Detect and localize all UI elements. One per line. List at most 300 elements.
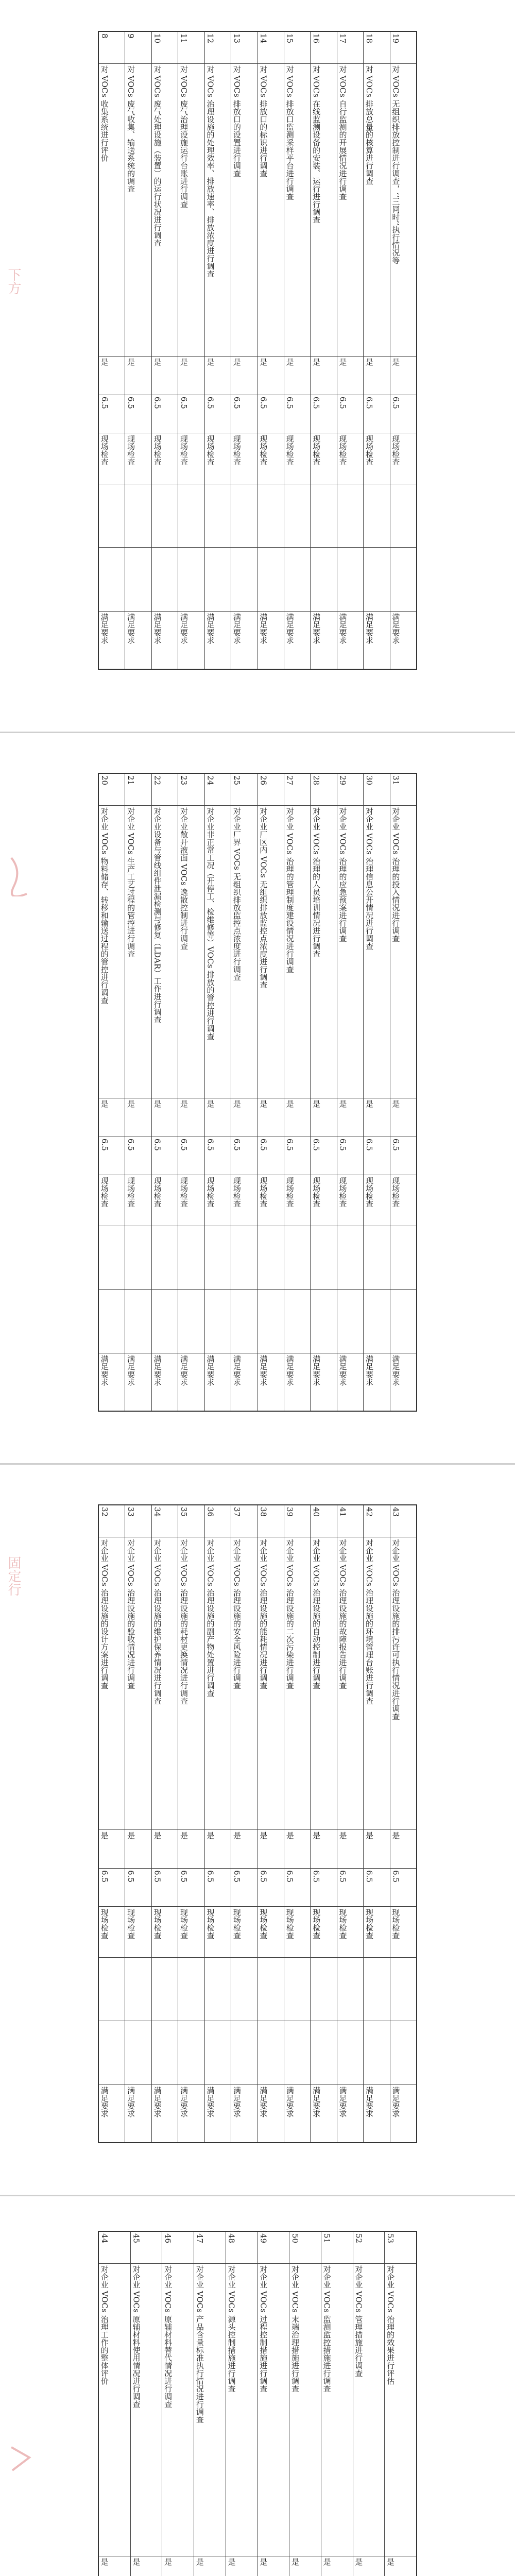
cell-item-text: 对企业 VOCs 源头控制措施进行调查: [227, 2265, 236, 2393]
cell-item-text: 对 VOCs 在线监测设备的安装、运行进行调查: [312, 65, 321, 224]
cell-answer-text: 是: [232, 358, 242, 366]
table-row: [284, 32, 311, 669]
cell-item-text: 对企业 VOCs 管理措施进行调查: [354, 2265, 364, 2377]
cell-score: [284, 1869, 310, 1907]
cell-num: [178, 32, 204, 64]
cell-item-text: 对企业非正常工况（开停工、检维修等）VOCs 排放的管控进行调查: [205, 807, 215, 1040]
cell-score-text: 6.5: [99, 1870, 109, 1883]
cell-item-text: 对 VOCs 自行监测的开展情况进行调查: [338, 65, 348, 200]
cell-score-text: 6.5: [232, 396, 242, 409]
cell-method: [231, 1907, 257, 1958]
cell-result-text: 满足要求: [259, 2086, 268, 2117]
cell-item-text: 对企业 VOCs 治理的效果进行评估: [386, 2265, 396, 2385]
cell-answer-text: 是: [152, 1100, 162, 1108]
cell-score-text: 6.5: [179, 1870, 189, 1883]
cell-answer-text: 是: [386, 2558, 396, 2566]
cell-method-text: 现场检查: [152, 1908, 162, 1939]
cell-method: [311, 1175, 336, 1226]
cell-num: [364, 774, 389, 806]
cell-score-text: 6.5: [232, 1870, 242, 1883]
cell-result-text: 满足要求: [99, 613, 109, 644]
cell-method-text: 现场检查: [338, 434, 348, 466]
cell-num: [311, 1505, 336, 1537]
cell-item-text: 对企业 VOCs 治理设施的耗材更换情况进行调查: [179, 1538, 189, 1705]
cell-result: [258, 1353, 284, 1411]
cell-result: [231, 612, 257, 669]
cell-answer: [390, 1830, 416, 1868]
cell-method: [258, 1175, 284, 1226]
cell-score: [337, 395, 363, 433]
cell-result: [231, 1353, 257, 1411]
cell-item: [99, 2264, 130, 2557]
cell-result-text: 满足要求: [312, 2086, 321, 2117]
cell-answer: [152, 1098, 178, 1137]
cell-method: [205, 1175, 231, 1226]
cell-answer: [364, 357, 389, 395]
page-separator: [0, 1463, 515, 1465]
handwritten-mark: [6, 2442, 37, 2483]
cell-num: [125, 1505, 151, 1537]
cell-num: [337, 774, 363, 806]
cell-num-text: 35: [179, 1507, 189, 1517]
cell-empty: [364, 1290, 389, 1353]
table-row: [337, 1505, 364, 2142]
cell-num-text: 17: [338, 33, 348, 44]
cell-empty: [99, 484, 125, 548]
page-separator: [0, 732, 515, 733]
cell-result: [284, 612, 310, 669]
cell-num: [162, 2232, 194, 2264]
cell-empty: [258, 1958, 284, 2022]
cell-empty: [178, 1290, 204, 1353]
cell-empty: [99, 2021, 125, 2085]
cell-answer-text: 是: [285, 1100, 295, 1108]
cell-item: [390, 1537, 416, 1831]
cell-method: [390, 1175, 416, 1226]
cell-score-text: 6.5: [179, 1138, 189, 1151]
cell-answer: [284, 1098, 310, 1137]
table-row: [364, 1505, 390, 2142]
cell-item-text: 对企业 VOCs 原辅材料使用情况进行调查: [131, 2265, 141, 2408]
cell-empty: [337, 1958, 363, 2022]
cell-num-text: 50: [290, 2233, 300, 2244]
cell-num: [364, 1505, 389, 1537]
cell-score-text: 6.5: [205, 396, 215, 409]
cell-score-text: 6.5: [152, 396, 162, 409]
cell-empty: [311, 1226, 336, 1290]
cell-empty: [364, 484, 389, 548]
cell-answer: [178, 1830, 204, 1868]
cell-item-text: 对企业 VOCs 治理设施的二次污染进行调查: [285, 1538, 295, 1689]
cell-score-text: 6.5: [364, 1870, 374, 1883]
cell-score: [311, 395, 336, 433]
cell-score-text: 6.5: [205, 1138, 215, 1151]
cell-item-text: 对企业 VOCs 治理设施的排污许可执行情况进行调查: [391, 1538, 401, 1720]
cell-result: [258, 2085, 284, 2142]
cell-num: [152, 774, 178, 806]
table-row: [125, 774, 151, 1411]
cell-item-text: 对 VOCs 收集系统进行评价: [99, 65, 109, 162]
table-row: [390, 32, 416, 669]
cell-method: [390, 1907, 416, 1958]
cell-item: [231, 806, 257, 1099]
cell-result: [231, 2085, 257, 2142]
cell-item: [337, 64, 363, 357]
cell-score-text: 6.5: [259, 1138, 268, 1151]
cell-num-text: 40: [312, 1507, 321, 1517]
cell-score: [152, 1137, 178, 1175]
cell-score-text: 6.5: [391, 396, 401, 409]
cell-score: [178, 1137, 204, 1175]
cell-method: [258, 1907, 284, 1958]
cell-num: [205, 32, 231, 64]
table-row: [99, 32, 125, 669]
table-row: [162, 2232, 194, 2576]
cell-empty: [99, 1226, 125, 1290]
cell-method: [205, 433, 231, 484]
cell-answer-text: 是: [179, 358, 189, 366]
cell-score-text: 6.5: [285, 1870, 295, 1883]
cell-method-text: 现场检查: [285, 434, 295, 466]
cell-score: [178, 1869, 204, 1907]
table-row: [205, 1505, 231, 2142]
cell-method-text: 现场检查: [391, 434, 401, 466]
table-row: [385, 2232, 416, 2576]
cell-result-text: 满足要求: [259, 613, 268, 644]
cell-result-text: 满足要求: [179, 2086, 189, 2117]
cell-result-text: 满足要求: [205, 1354, 215, 1386]
cell-score: [311, 1869, 336, 1907]
table-row: [364, 32, 390, 669]
cell-answer: [284, 1830, 310, 1868]
cell-method: [178, 1907, 204, 1958]
cell-method: [364, 1907, 389, 1958]
table-row: [311, 774, 337, 1411]
cell-empty: [337, 1226, 363, 1290]
cell-num-text: 44: [99, 2233, 109, 2244]
margin-stamp: 下方: [6, 268, 21, 295]
cell-num-text: 47: [195, 2233, 204, 2244]
cell-num-text: 10: [152, 33, 162, 44]
cell-item-text: 对 VOCs 排放总量的核算进行调查: [364, 65, 374, 185]
cell-item: [99, 64, 125, 357]
cell-method: [284, 433, 310, 484]
cell-answer-text: 是: [179, 1100, 189, 1108]
cell-score: [364, 395, 389, 433]
inspection-table-1: [98, 31, 417, 670]
cell-item-text: 对企业敞开液面 VOCs 逸散控制进行调查: [179, 807, 189, 950]
cell-item: [337, 1537, 363, 1831]
cell-answer: [385, 2556, 416, 2576]
cell-answer-text: 是: [232, 1832, 242, 1840]
cell-method-text: 现场检查: [205, 1176, 215, 1208]
cell-score-text: 6.5: [99, 1138, 109, 1151]
cell-item-text: 对企业 VOCs 治理设施的故障报告进行调查: [338, 1538, 348, 1689]
cell-empty: [311, 2021, 336, 2085]
cell-item: [311, 1537, 336, 1831]
cell-item: [311, 64, 336, 357]
cell-answer: [231, 357, 257, 395]
cell-item-text: 对企业厂界 VOCs 无组织排放监控点浓度进行调查: [232, 807, 242, 981]
cell-num: [226, 2232, 258, 2264]
cell-method: [125, 1907, 151, 1958]
table-row: [311, 1505, 337, 2142]
cell-answer: [364, 1830, 389, 1868]
cell-score: [284, 395, 310, 433]
cell-score-text: 6.5: [126, 1138, 136, 1151]
cell-method-text: 现场检查: [312, 434, 321, 466]
cell-answer: [353, 2556, 385, 2576]
cell-num: [284, 1505, 310, 1537]
cell-num: [205, 1505, 231, 1537]
cell-answer: [390, 357, 416, 395]
cell-answer: [194, 2556, 226, 2576]
cell-item: [99, 806, 125, 1099]
cell-empty: [390, 1958, 416, 2022]
table-row: [205, 32, 231, 669]
cell-answer-text: 是: [364, 358, 374, 366]
cell-answer-text: 是: [205, 1100, 215, 1108]
cell-result-text: 满足要求: [338, 1354, 348, 1386]
cell-empty: [390, 1226, 416, 1290]
table-row: [258, 1505, 284, 2142]
cell-item-text: 对企业 VOCs 过程控制措施进行调查: [259, 2265, 268, 2393]
table-row: [390, 1505, 416, 2142]
cell-empty: [231, 484, 257, 548]
cell-score: [284, 1137, 310, 1175]
cell-num-text: 34: [152, 1507, 162, 1517]
cell-item-text: 对企业 VOCs 治理设施的安全风险进行调查: [232, 1538, 242, 1689]
cell-answer-text: 是: [152, 1832, 162, 1840]
cell-item: [205, 1537, 231, 1831]
cell-method-text: 现场检查: [364, 434, 374, 466]
cell-answer-text: 是: [259, 1100, 268, 1108]
cell-item: [99, 1537, 125, 1831]
table-row: [258, 32, 284, 669]
cell-method: [311, 1907, 336, 1958]
cell-score-text: 6.5: [364, 396, 374, 409]
cell-method: [152, 1907, 178, 1958]
cell-num: [258, 774, 284, 806]
cell-answer-text: 是: [195, 2558, 204, 2566]
cell-method-text: 现场检查: [391, 1908, 401, 1939]
cell-num: [231, 32, 257, 64]
cell-num-text: 49: [259, 2233, 268, 2244]
cell-item: [231, 1537, 257, 1831]
cell-method: [284, 1175, 310, 1226]
cell-answer: [337, 1098, 363, 1137]
cell-answer-text: 是: [338, 1832, 348, 1840]
cell-method-text: 现场检查: [126, 1176, 136, 1208]
table-row: [337, 32, 364, 669]
cell-empty: [390, 1290, 416, 1353]
cell-answer-text: 是: [99, 1100, 109, 1108]
cell-result: [258, 612, 284, 669]
cell-score-text: 6.5: [312, 1138, 321, 1151]
cell-method-text: 现场检查: [179, 1908, 189, 1939]
cell-item-text: 对企业 VOCs 治理设施的设计方案进行调查: [99, 1538, 109, 1689]
cell-empty: [231, 548, 257, 612]
cell-item: [125, 1537, 151, 1831]
cell-item: [390, 64, 416, 357]
cell-item: [289, 2264, 321, 2557]
cell-answer: [289, 2556, 321, 2576]
cell-result-text: 满足要求: [338, 2086, 348, 2117]
cell-method-text: 现场检查: [179, 434, 189, 466]
cell-empty: [152, 1290, 178, 1353]
cell-empty: [178, 1958, 204, 2022]
cell-answer-text: 是: [131, 2558, 141, 2566]
cell-num-text: 39: [285, 1507, 295, 1517]
cell-answer: [258, 1098, 284, 1137]
cell-item-text: 对 VOCs 排放口的设置进行调查: [232, 65, 242, 177]
cell-method-text: 现场检查: [391, 1176, 401, 1208]
cell-answer-text: 是: [163, 2558, 173, 2566]
cell-num-text: 20: [99, 775, 109, 786]
cell-score-text: 6.5: [232, 1138, 242, 1151]
cell-answer-text: 是: [285, 358, 295, 366]
cell-num: [284, 32, 310, 64]
cell-score: [337, 1869, 363, 1907]
cell-empty: [390, 548, 416, 612]
cell-num-text: 22: [152, 775, 162, 786]
table-row: [258, 774, 284, 1411]
cell-empty: [258, 2021, 284, 2085]
cell-answer: [321, 2556, 353, 2576]
cell-result: [337, 1353, 363, 1411]
cell-item: [131, 2264, 162, 2557]
cell-item-text: 对企业 VOCs 治理设施的自动控制进行调查: [312, 1538, 321, 1689]
cell-empty: [231, 1958, 257, 2022]
cell-answer-text: 是: [312, 1100, 321, 1108]
cell-answer: [131, 2556, 162, 2576]
cell-result-text: 满足要求: [364, 2086, 374, 2117]
cell-num-text: 15: [285, 33, 295, 44]
cell-answer: [178, 357, 204, 395]
cell-empty: [99, 1958, 125, 2022]
cell-result-text: 满足要求: [126, 613, 136, 644]
cell-empty: [337, 1290, 363, 1353]
cell-result: [311, 612, 336, 669]
cell-item: [284, 1537, 310, 1831]
table-row: [194, 2232, 226, 2576]
cell-answer: [311, 1098, 336, 1137]
cell-empty: [258, 484, 284, 548]
cell-item-text: 对企业厂区内 VOCs 无组织排放监控点浓度进行调查: [259, 807, 268, 989]
cell-method: [99, 1175, 125, 1226]
cell-score-text: 6.5: [338, 1870, 348, 1883]
cell-item-text: 对企业 VOCs 治理设施的能耗情况进行调查: [259, 1538, 268, 1689]
cell-empty: [231, 1290, 257, 1353]
cell-item: [258, 1537, 284, 1831]
cell-item: [258, 64, 284, 357]
cell-empty: [152, 1226, 178, 1290]
cell-method-text: 现场检查: [312, 1176, 321, 1208]
cell-empty: [178, 1226, 204, 1290]
cell-answer: [311, 1830, 336, 1868]
cell-method-text: 现场检查: [232, 1908, 242, 1939]
cell-method-text: 现场检查: [285, 1176, 295, 1208]
cell-score-text: 6.5: [126, 1870, 136, 1883]
cell-answer-text: 是: [99, 358, 109, 366]
cell-empty: [284, 484, 310, 548]
cell-num-text: 14: [259, 33, 268, 44]
cell-result: [152, 612, 178, 669]
cell-method: [337, 1175, 363, 1226]
cell-empty: [178, 2021, 204, 2085]
cell-item-text: 对 VOCs 治理设施的处理效率、排放速率、排放浓度进行调查: [205, 65, 215, 278]
cell-answer: [364, 1098, 389, 1137]
cell-answer: [205, 1830, 231, 1868]
cell-answer-text: 是: [338, 1100, 348, 1108]
cell-result-text: 满足要求: [364, 613, 374, 644]
cell-result: [284, 2085, 310, 2142]
cell-result-text: 满足要求: [391, 1354, 401, 1386]
cell-answer: [99, 1830, 125, 1868]
cell-method-text: 现场检查: [364, 1908, 374, 1939]
cell-empty: [178, 484, 204, 548]
cell-score: [258, 1137, 284, 1175]
cell-empty: [258, 1226, 284, 1290]
table-row: [231, 32, 258, 669]
cell-result: [311, 1353, 336, 1411]
cell-num-text: 9: [126, 33, 136, 39]
cell-result: [178, 2085, 204, 2142]
cell-answer: [99, 1098, 125, 1137]
cell-answer: [258, 1830, 284, 1868]
cell-result: [205, 612, 231, 669]
table-row: [226, 2232, 258, 2576]
cell-score-text: 6.5: [312, 396, 321, 409]
cell-score: [231, 1137, 257, 1175]
cell-score-text: 6.5: [259, 1870, 268, 1883]
cell-method-text: 现场检查: [205, 434, 215, 466]
cell-num-text: 51: [322, 2233, 332, 2244]
cell-result: [390, 2085, 416, 2142]
cell-method: [364, 433, 389, 484]
table-row: [337, 774, 364, 1411]
cell-num-text: 48: [227, 2233, 236, 2244]
cell-empty: [205, 484, 231, 548]
cell-method-text: 现场检查: [338, 1908, 348, 1939]
cell-answer: [337, 357, 363, 395]
cell-score: [178, 395, 204, 433]
cell-num: [258, 1505, 284, 1537]
cell-num: [231, 1505, 257, 1537]
cell-score: [99, 1137, 125, 1175]
cell-result-text: 满足要求: [285, 2086, 295, 2117]
cell-item: [125, 64, 151, 357]
cell-method-text: 现场检查: [179, 1176, 189, 1208]
cell-score: [364, 1869, 389, 1907]
cell-num-text: 26: [259, 775, 268, 786]
cell-score-text: 6.5: [99, 396, 109, 409]
cell-answer: [390, 1098, 416, 1137]
cell-empty: [284, 1290, 310, 1353]
cell-result-text: 满足要求: [391, 2086, 401, 2117]
cell-score: [99, 395, 125, 433]
cell-result-text: 满足要求: [205, 613, 215, 644]
cell-empty: [125, 1290, 151, 1353]
cell-empty: [337, 484, 363, 548]
cell-score: [125, 1137, 151, 1175]
cell-num: [311, 32, 336, 64]
cell-num-text: 21: [126, 775, 136, 786]
cell-num-text: 32: [99, 1507, 109, 1517]
cell-num: [178, 1505, 204, 1537]
cell-num-text: 11: [179, 33, 189, 44]
table-row: [231, 774, 258, 1411]
